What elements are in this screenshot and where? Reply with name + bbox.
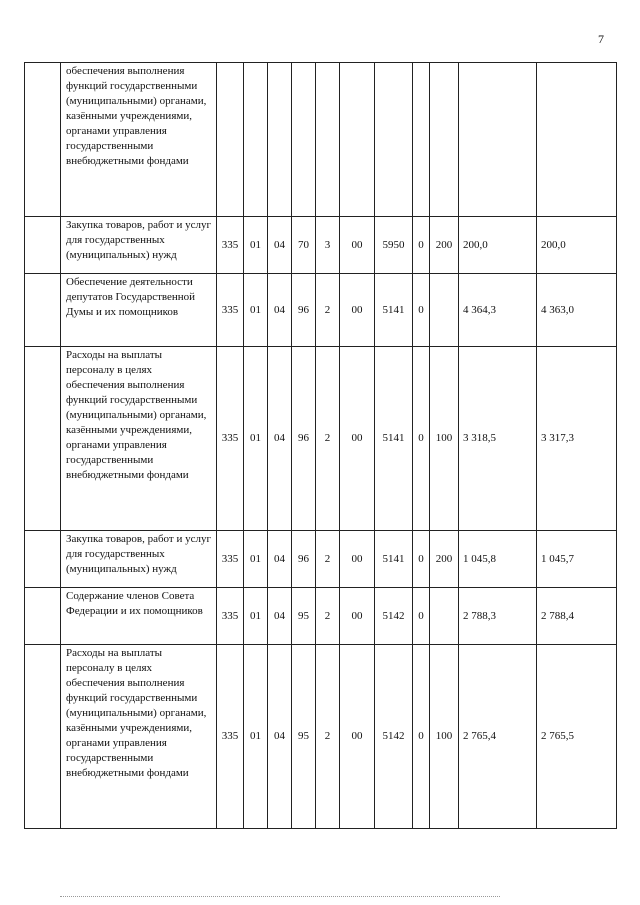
code-cell: 96	[292, 531, 316, 588]
code-cell: 00	[340, 347, 375, 531]
index-cell	[25, 588, 61, 645]
amount-cell: 2 788,3	[459, 588, 537, 645]
table-row	[25, 63, 617, 217]
amount-cell	[459, 63, 537, 217]
amount-cell	[537, 63, 617, 217]
code-cell: 2	[316, 531, 340, 588]
expense-name: обеспечения выполнения функций государственными (муниципальными) органами, казёнными учреждениями, органами управления государственными внебюджетными фондами	[61, 63, 217, 217]
amount-cell: 2 765,5	[537, 645, 617, 829]
code-cell: 04	[268, 531, 292, 588]
code-cell: 96	[292, 274, 316, 347]
code-cell	[292, 63, 316, 217]
code-cell	[430, 274, 459, 347]
expense-name: Расходы на выплаты персоналу в целях обеспечения выполнения функций государственными (муниципальными) органами, казёнными учреждениями, органами управления государственными внебюджетными фондами	[61, 645, 217, 829]
code-cell: 04	[268, 274, 292, 347]
code-cell: 5141	[375, 531, 413, 588]
table-row	[25, 645, 617, 829]
code-cell: 01	[244, 217, 268, 274]
code-cell: 00	[340, 645, 375, 829]
code-cell: 5142	[375, 588, 413, 645]
code-cell: 200	[430, 217, 459, 274]
code-cell: 100	[430, 645, 459, 829]
footer-rule	[60, 896, 500, 898]
code-cell: 335	[217, 531, 244, 588]
expense-name: Содержание членов Совета Федерации и их помощников	[61, 588, 217, 645]
code-cell	[316, 63, 340, 217]
amount-cell: 4 364,3	[459, 274, 537, 347]
code-cell: 2	[316, 588, 340, 645]
code-cell: 0	[413, 274, 430, 347]
code-cell: 5141	[375, 274, 413, 347]
amount-cell: 2 788,4	[537, 588, 617, 645]
code-cell: 00	[340, 588, 375, 645]
code-cell: 100	[430, 347, 459, 531]
code-cell: 01	[244, 274, 268, 347]
code-cell	[268, 63, 292, 217]
code-cell	[244, 63, 268, 217]
code-cell: 2	[316, 347, 340, 531]
code-cell: 04	[268, 588, 292, 645]
code-cell: 335	[217, 645, 244, 829]
expense-name: Закупка товаров, работ и услуг для государственных (муниципальных) нужд	[61, 217, 217, 274]
code-cell	[217, 63, 244, 217]
table-row	[25, 347, 617, 531]
code-cell: 335	[217, 274, 244, 347]
code-cell: 200	[430, 531, 459, 588]
index-cell	[25, 274, 61, 347]
code-cell: 335	[217, 588, 244, 645]
table-row	[25, 531, 617, 588]
index-cell	[25, 531, 61, 588]
code-cell: 01	[244, 531, 268, 588]
code-cell: 5141	[375, 347, 413, 531]
code-cell: 0	[413, 588, 430, 645]
code-cell: 04	[268, 645, 292, 829]
code-cell: 5950	[375, 217, 413, 274]
code-cell	[430, 588, 459, 645]
code-cell: 2	[316, 274, 340, 347]
amount-cell: 200,0	[537, 217, 617, 274]
table-row	[25, 217, 617, 274]
code-cell: 3	[316, 217, 340, 274]
code-cell	[340, 63, 375, 217]
code-cell: 95	[292, 645, 316, 829]
index-cell	[25, 217, 61, 274]
amount-cell: 3 318,5	[459, 347, 537, 531]
index-cell	[25, 645, 61, 829]
amount-cell: 2 765,4	[459, 645, 537, 829]
amount-cell: 3 317,3	[537, 347, 617, 531]
table-row	[25, 274, 617, 347]
expense-name: Обеспечение деятельности депутатов Государственной Думы и их помощников	[61, 274, 217, 347]
code-cell: 00	[340, 531, 375, 588]
table-row	[25, 588, 617, 645]
amount-cell: 4 363,0	[537, 274, 617, 347]
code-cell: 0	[413, 645, 430, 829]
expense-name: Расходы на выплаты персоналу в целях обеспечения выполнения функций государственными (муниципальными) органами, казёнными учреждениями, органами управления государственными внебюджетными фондами	[61, 347, 217, 531]
page-number: 7	[598, 32, 604, 46]
amount-cell: 200,0	[459, 217, 537, 274]
code-cell: 01	[244, 588, 268, 645]
index-cell	[25, 347, 61, 531]
code-cell: 00	[340, 274, 375, 347]
code-cell: 335	[217, 347, 244, 531]
code-cell: 01	[244, 645, 268, 829]
amount-cell: 1 045,7	[537, 531, 617, 588]
code-cell: 01	[244, 347, 268, 531]
amount-cell: 1 045,8	[459, 531, 537, 588]
code-cell	[430, 63, 459, 217]
code-cell: 00	[340, 217, 375, 274]
code-cell: 2	[316, 645, 340, 829]
code-cell: 0	[413, 347, 430, 531]
code-cell: 95	[292, 588, 316, 645]
code-cell: 5142	[375, 645, 413, 829]
index-cell	[25, 63, 61, 217]
expense-name: Закупка товаров, работ и услуг для государственных (муниципальных) нужд	[61, 531, 217, 588]
code-cell: 96	[292, 347, 316, 531]
code-cell: 70	[292, 217, 316, 274]
code-cell	[413, 63, 430, 217]
code-cell: 335	[217, 217, 244, 274]
code-cell: 0	[413, 531, 430, 588]
budget-table	[24, 62, 617, 829]
code-cell	[375, 63, 413, 217]
code-cell: 0	[413, 217, 430, 274]
code-cell: 04	[268, 347, 292, 531]
code-cell: 04	[268, 217, 292, 274]
